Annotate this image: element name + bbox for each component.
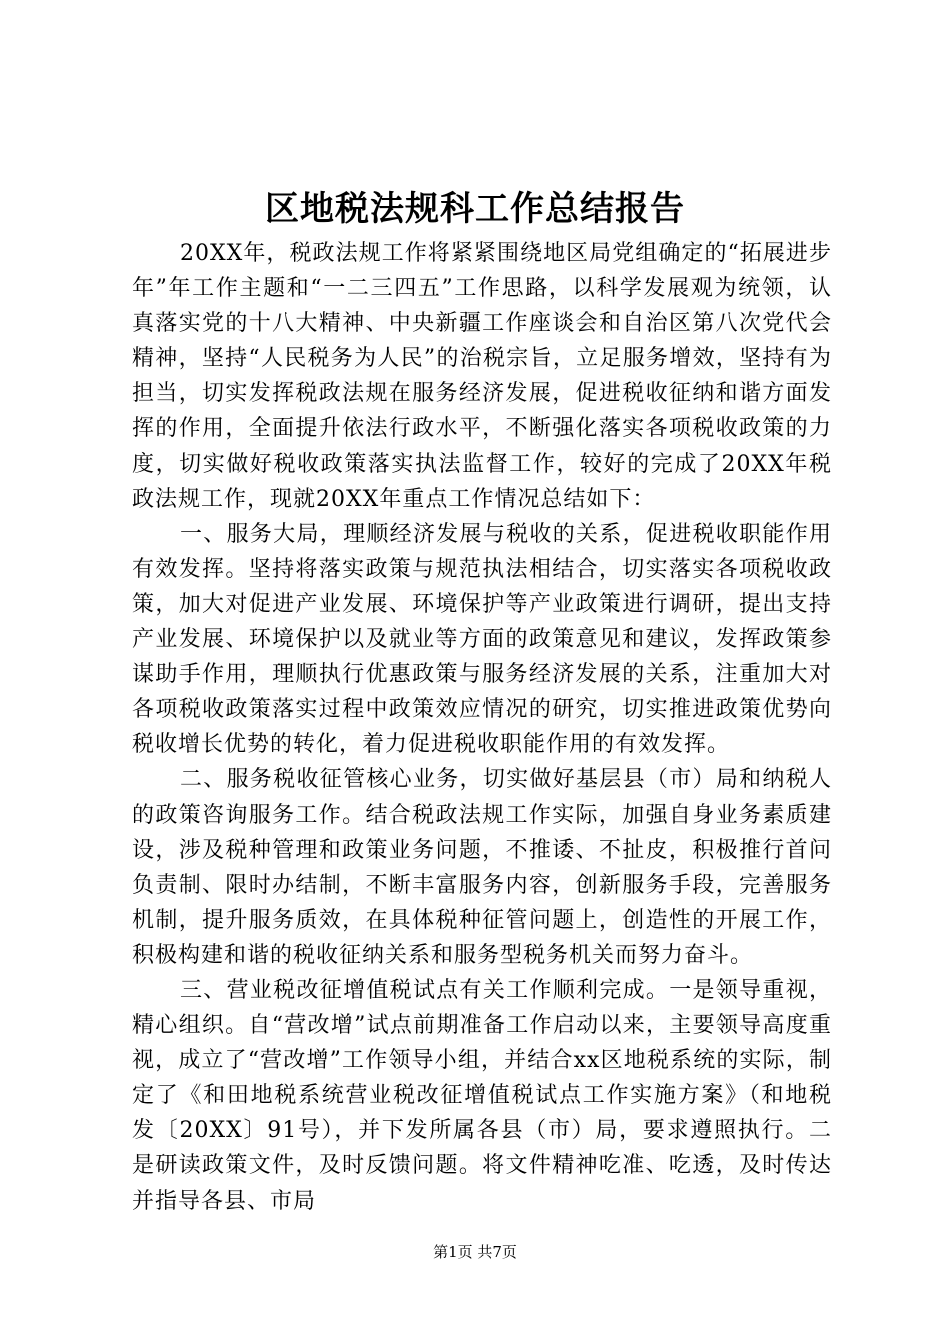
page-number-footer: 第1页 共7页	[433, 1243, 517, 1261]
document-body	[132, 236, 832, 1219]
paragraph-intro: 20XX年，税政法规工作将紧紧围绕地区局党组确定的“拓展进步年”年工作主题和“一二三四五”工作思路，以科学发展观为统领，认真落实党的十八大精神、中央新疆工作座谈会和自治区第八次党代会精神，坚持“人民税务为人民”的治税宗旨，立足服务增效，坚持有为担当，切实发挥税政法规在服务经济发展，促进税收征纳和谐方面发挥的作用，全面提升依法行政水平，不断强化落实各项税收政策的力度，切实做好税收政策落实执法监督工作，较好的完成了20XX年税政法规工作，现就20XX年重点工作情况总结如下：	[132, 241, 832, 512]
paragraph-section-1: 一、服务大局，理顺经济发展与税收的关系，促进税收职能作用有效发挥。坚持将落实政策与规范执法相结合，切实落实各项税收政策，加大对促进产业发展、环境保护等产业政策进行调研，提出支持产业发展、环境保护以及就业等方面的政策意见和建议，发挥政策参谋助手作用，理顺执行优惠政策与服务经济发展的关系，注重加大对各项税收政策落实过程中政策效应情况的研究，切实推进政策优势向税收增长优势的转化，着力促进税收职能作用的有效发挥。	[132, 521, 832, 758]
paragraph-section-3: 三、营业税改征增值税试点有关工作顺利完成。一是领导重视，精心组织。自“营改增”试点前期准备工作启动以来，主要领导高度重视，成立了“营改增”工作领导小组，并结合xx区地税系统的实际，制定了《和田地税系统营业税改征增值税试点工作实施方案》（和地税发〔20XX〕91号），并下发所属各县（市）局，要求遵照执行。二是研读政策文件，及时反馈问题。将文件精神吃准、吃透，及时传达并指导各县、市局	[132, 977, 832, 1214]
document-title: 区地税法规科工作总结报告	[265, 189, 685, 229]
paragraph-section-2: 二、服务税收征管核心业务，切实做好基层县（市）局和纳税人的政策咨询服务工作。结合税政法规工作实际，加强自身业务素质建设，涉及税种管理和政策业务问题，不推诿、不扯皮，积极推行首问负责制、限时办结制，不断丰富服务内容，创新服务手段，完善服务机制，提升服务质效，在具体税种征管问题上，创造性的开展工作，积极构建和谐的税收征纳关系和服务型税务机关而努力奋斗。	[132, 767, 832, 968]
